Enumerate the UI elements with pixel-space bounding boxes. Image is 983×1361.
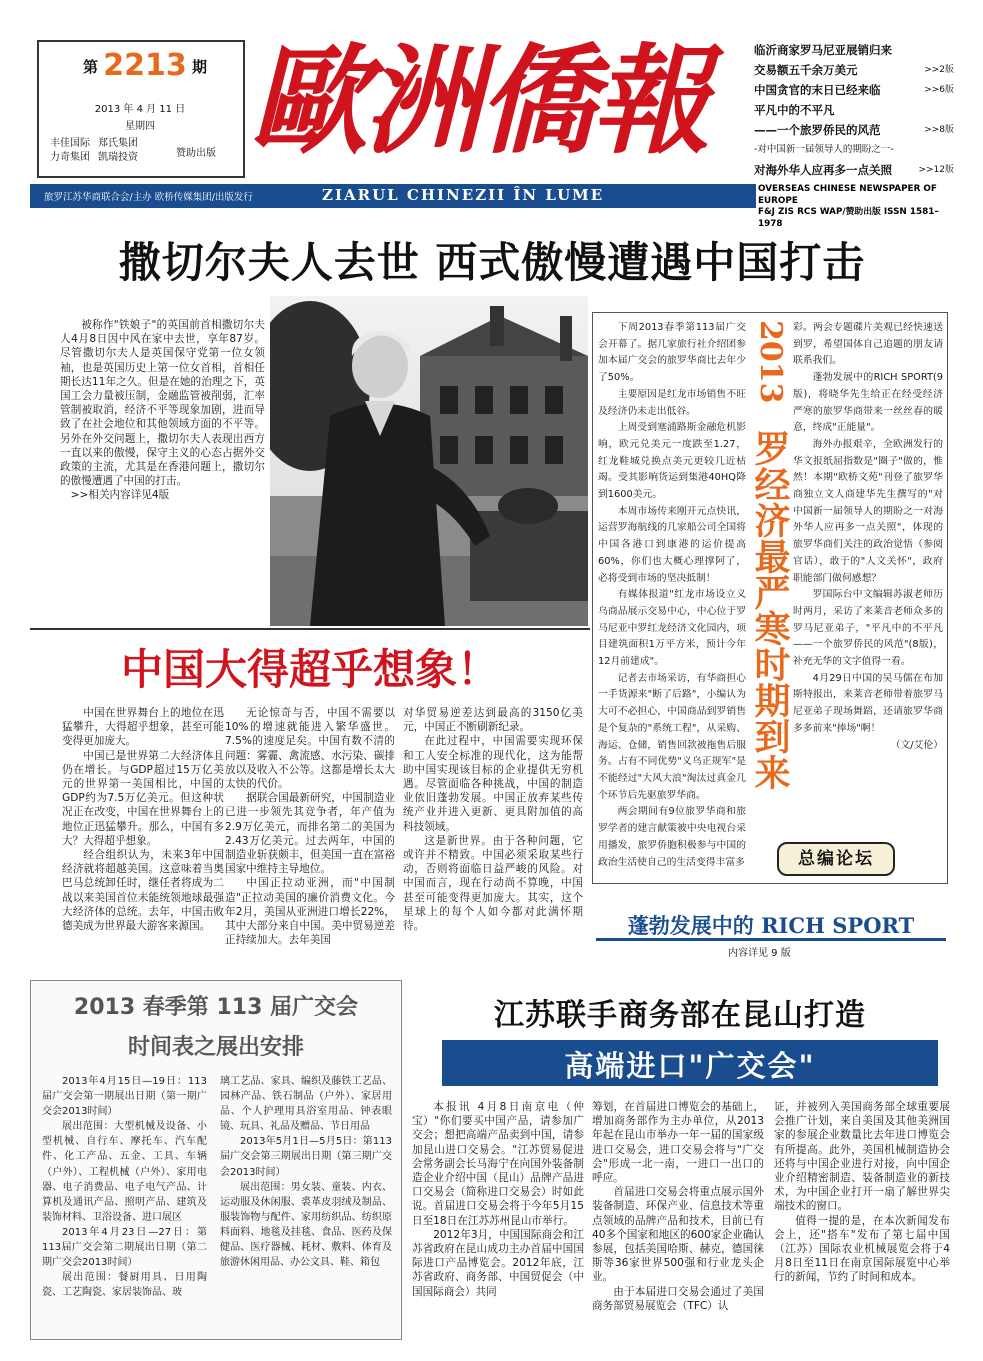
editorial-paragraph: 记者去市场采访，有华商担心一手货源来"断了后路"，小编认为大可不必担心，中国商品到罗销售是个复杂的"系统工程"，从采购、海运、仓储，销售回款被拖售后服务。占有不同优势"义乌正规军"是不能经过"大风大浪"淘汰过真金几个环节后先驱旅罗华商。 <box>598 672 746 801</box>
jiangsu-article-col <box>412 1100 584 1299</box>
sponsor-name: 力奇集团 <box>50 152 90 163</box>
article-paragraph: 中国在世界舞台上的地位在迅猛攀升，大得超乎想象，甚至可能变得更加庞大。 <box>62 707 224 748</box>
canton-fair-title[interactable]: 2013 春季第 113 届广交会 <box>73 995 359 1020</box>
canton-fair-subtitle[interactable]: 时间表之展出安排 <box>127 1035 304 1060</box>
teaser-text: 交易额五千余万美元 <box>754 63 858 77</box>
jiangsu-article-col <box>774 1100 950 1285</box>
china-article-col <box>225 706 395 947</box>
jiangsu-article-col <box>592 1100 764 1313</box>
thatcher-article <box>60 318 265 503</box>
editorial-col <box>598 320 746 871</box>
editorial-vertical-title <box>748 320 792 820</box>
vertical-title-text: 罗经济最严寒时期到来 <box>749 430 791 790</box>
issn-line: F&J ZIS RCS WAP/赞助出版 ISSN 1581–1978 <box>758 207 939 229</box>
article-paragraph: 中国正拉动亚洲，而"中国制造"正拉动美国的廉价消费文化。今年2月，美国从亚洲进口增长22%，其中大部分来自中国。美中贸易逆差正持续加大。去年美国 <box>225 877 395 947</box>
newspaper-logo <box>250 26 730 176</box>
editorial-paragraph: 本周市场传来刚开元点快讯，运营罗海航线的几家船公司全国将中国各港口到康港的运价提高60%，你们也大概心理撑阿了，必将受到市场的坚决抵制！ <box>598 505 746 584</box>
teaser-page: >>2版 <box>924 65 954 75</box>
article-paragraph: 中国已是世界第二大经济体且仍在增长。与GDP超过15万亿美元的世界第一美国相比，中国的GDP约为7.5万亿美元。但这种状况正在改变，中国在世界舞台上的地位正迅猛攀升。那么，中国有多大？大得超乎想象。 <box>62 749 224 847</box>
sponsor-name: 凯瑞投资 <box>98 152 138 163</box>
article-paragraph: 2012年3月，中国国际商会和江苏省政府在昆山成功主办首届中国国际进口产品博览会。2012年底，江苏省政府、商务部、中国贸促会（中国国际商会）共同 <box>412 1228 584 1298</box>
article-paragraph: 无论惊奇与否，中国不需要以10%的增速就能进入繁华盛世。7.5%的速度足矣。中国有数不清的问题：雾霾、禽流感、水污染、碳排放以及收入不公等。这都是增长太大太快的代价。 <box>225 707 395 791</box>
teaser-item[interactable] <box>754 160 954 180</box>
article-paragraph: 经合组织认为，未来3年中国经济就将超越美国。这意味着当奥巴马总统卸任时，继任者将成为二战以来美国首位未能统领地球最强大经济体的总统。去年，中国击败德美成为世界最大游客来源国。 <box>62 849 224 933</box>
sponsor-name: 郑氏集团 <box>98 138 138 149</box>
editorial-paragraph: 上周受到塞浦路斯金融危机影响，欧元兑美元一度跌至1.27，红龙鞋城兑换点美元更较几近枯竭。受其影响货运到集港40HQ降到1600美元。 <box>598 422 746 501</box>
english-title-line: OVERSEAS CHINESE NEWSPAPER OF EUROPE <box>758 184 937 206</box>
article-paragraph: 这是新世界。由于各种问题，它或许并不精致。中国必须采取某些行动，否则将面临日益严峻的风险。对中国而言，现在行动尚不算晚，中国甚至可能变得更加庞大。其实，这个星球上的每个人如今都对此满怀期待。 <box>403 834 583 933</box>
teaser-page: >>12版 <box>918 165 954 175</box>
schedule-paragraph: 璃工艺品、家具、编织及藤铁工艺品、园林产品、铁石制品（户外）、家居用品、个人护理用具浴室用品、钟表眼镜、玩具、礼品及赠品、节日用品 <box>220 1076 392 1133</box>
teaser-text: ——一个旅罗侨民的风范 <box>754 123 881 137</box>
article-paragraph: 证，并被列入美国商务部全球重要展会推广计划，来自美国及其他美洲国家的参展企业数量比去年进口博览会有所提高。此外，美国机械制造协会还将与中国企业进行对接，向中国企业介绍精密制造、装备制造业的新技术，为中国企业打开一扇了解世界尖端技术的窗口。 <box>774 1101 950 1213</box>
thatcher-photo <box>270 296 588 626</box>
teaser-text: 平凡中的不平凡 <box>754 103 835 117</box>
canton-fair-col <box>42 1074 207 1300</box>
teaser-text: 对海外华人应再多一点关照 <box>754 163 892 177</box>
issue-prefix: 第 <box>83 58 99 76</box>
editorial-paragraph: 两会期间有9位旅罗华商和旅罗学者的建言献策被中央电视台采用播发，旅罗侨胞积极参与中国的政治生活使自己的生活变得丰富多 <box>598 806 746 868</box>
schedule-paragraph: 2013年4月23日—27日：第113届广交会第二期展出日期（第二期广交会2013时间） <box>42 1226 207 1269</box>
editorial-signature: （文/艾伦） <box>890 739 943 751</box>
issue-date: 2013 年 4 月 11 日 <box>94 104 186 115</box>
schedule-paragraph: 展出范围：餐厨用具、日用陶瓷、工艺陶瓷、家居装饰品、玻 <box>42 1272 207 1299</box>
sponsor-note: 赞助出版 <box>176 148 216 159</box>
teaser-item[interactable] <box>754 60 954 80</box>
teaser-page: >>8版 <box>924 125 954 135</box>
teaser-item[interactable] <box>754 120 954 140</box>
china-headline[interactable]: 中国大得超乎想象！ <box>120 645 499 694</box>
teaser-item[interactable] <box>754 140 954 160</box>
canton-fair-col <box>220 1074 392 1270</box>
editorial-col <box>793 320 943 754</box>
article-paragraph: 对华贸易逆差达到最高的3150亿美元，中国正不断刷新纪录。 <box>403 707 583 734</box>
teaser-item[interactable] <box>754 100 954 120</box>
editorial-paragraph: 有媒体报道"红龙市场设立义乌商品展示交易中心，中心位于罗马尼亚中罗红龙经济文化园内，项目建筑面积1万平方米，预计今年12月前建成"。 <box>598 589 746 668</box>
editorial-paragraph: 彩。两会专题碟片美观已经快速送到罗，希望国体自己追题的朋友请联系我们。 <box>793 322 943 367</box>
teaser-text: 中国贪官的末日已经来临 <box>754 83 881 97</box>
article-paragraph: 被称作"铁娘子"的英国前首相撒切尔夫人4月8日因中风在家中去世，享年87岁。尽管撒切尔夫人是英国保守党第一位女领袖，也是英国历史上第一位女首相，首相任期长达11年之久。但是在她的治理之下，英国工会力量被压制，金融监管被削弱，汇率管制被取消，经济不平等现象加剧，进而导致了在社会地位和其他领域方面的不平等。另外在外交问题上，撒切尔夫人表现出西方一直以来的傲慢，保守主义的心态占据外交政策的主流，尤其是在香港问题上，撒切尔的傲慢遭遇了中国的打击。 <box>60 319 265 488</box>
editorial-paragraph: 4月29日中国的吴马儒在布加斯特报出，来莱音老师带着旅罗马尼亚弟子现场舞蹈，还请旅罗华商多多前来"捧场"啊！ <box>793 672 943 734</box>
teaser-item[interactable] <box>754 80 954 100</box>
china-article-col <box>62 706 224 933</box>
schedule-paragraph: 展出范围：大型机械及设备、小型机械、自行车、摩托车、汽车配件、化工产品、五金、工具、车辆（户外）、工程机械（户外）、家用电器、电子消费品、电子电气产品、计算机及通讯产品、照明产品、建筑及装饰材料、卫浴设备、进口展区 <box>42 1121 207 1223</box>
teaser-text: 临沂商家罗马尼亚展销归来 <box>754 43 892 57</box>
teaser-item[interactable] <box>754 40 954 60</box>
main-headline[interactable]: 撒切尔夫人去世 西式傲慢遭遇中国打击 <box>118 238 866 287</box>
article-paragraph: 首届进口交易会将重点展示国外装备制造、环保产业、信息技术等重点领域的品牌产品和技术，目前已有40多个国家和地区的600家企业确认参展，包括美国哈斯、赫克，德国徕斯等36家世界500强和行业龙头企业。 <box>592 1186 764 1284</box>
article-paragraph: 筹划，在首届进口博览会的基础上，增加商务部作为主办单位，从2013年起在昆山市举办一年一届的国家级进口交易会，进口交易会将与"广交会"形成一北一南，一进口一出口的呼应。 <box>592 1101 764 1185</box>
issue-weekday: 星期四 <box>125 121 155 132</box>
rich-sport-underline <box>596 938 946 941</box>
editorial-paragraph: 蓬勃发展中的RICH SPORT(9版)，将晓华先生给正在经受经济严寒的旅罗华商带来一丝丝春的暖意，终成"正能量"。 <box>793 372 943 434</box>
schedule-paragraph: 2013年5月1日—5月5日：第113届广交会第三期展出日期（第三期广交会2013时间） <box>220 1136 392 1178</box>
article-paragraph: 据联合国最新研究，中国制造业已进一步领先其竞争者，年产值为2.9万亿美元，而排名第二的美国为2.43万亿美元。过去两年，中国的制造业斩获颇丰，但美国一直在富裕国家中维持主导地位。 <box>225 792 395 876</box>
related-ref-link[interactable]: >>相关内容详见4版 <box>70 489 170 502</box>
rich-sport-headline[interactable]: 蓬勃发展中的 RICH SPORT <box>627 913 915 938</box>
jiangsu-headline[interactable]: 江苏联手商务部在昆山打造 <box>494 998 866 1033</box>
logo-text: 歐洲僑報 <box>250 31 707 170</box>
article-paragraph: 本报讯 4月8日南京电（仲宝）"你们要买中国产品，请参加广交会；想把高端产品卖到中国，请参加昆山进口交易会。"江苏贸易促进会常务副会长马海宁在向国外装备制造企业介绍中国（昆山）品牌产品进口交易会（简称进口交易会）时如此说。首届进口交易会将于今年5月15日至18日在江苏苏州昆山市举行。 <box>412 1101 584 1227</box>
issue-suffix: 期 <box>191 58 207 76</box>
english-title <box>756 184 956 230</box>
rich-sport-ref[interactable]: 内容详见 9 版 <box>728 948 791 959</box>
teaser-text: -对中国新一届领导人的期盼之一- <box>754 144 894 155</box>
vertical-year: 2013 <box>753 320 788 404</box>
jiangsu-subtitle[interactable]: 高端进口"广交会" <box>564 1049 816 1083</box>
schedule-paragraph: 展出范围：男女装、童装、内衣、运动服及休闲服、裘革皮羽绒及制品、服装饰物与配件、家用纺织品、纺织原料面料、地毯及挂毯、食品、医药及保健品、医疗器械、耗材、敷料、体育及旅游休闲用品、办公文具、鞋、箱包 <box>220 1181 392 1269</box>
china-article-col <box>403 706 583 933</box>
romanian-title: ZIARUL CHINEZII ÎN LUME <box>322 186 605 204</box>
section-divider <box>30 628 590 630</box>
editorial-paragraph: 罗国际台中文编辑苏淑老师历时两月，采访了来莱音老师众多的罗马尼亚弟子，"平凡中的不平凡——一个旅罗侨民的风范"(8版)，补充无华的文字值得一看。 <box>793 589 943 668</box>
photo-svg <box>270 296 588 626</box>
editorial-paragraph: 海外办报艰辛，全欧洲发行的华文报纸屈指数是"圈子"做的，惟然！本期"欧桥文苑"刊登了旅罗华商独立文人商建华先生撰写的"对中国新一届领导人的期盼之一对海外华人应再多一点关照"，体现的旅罗华商们关注的政治觉悟（参阅官话），敢于的"人文关怀"，政府职能部门做何感想？ <box>793 438 943 584</box>
teaser-page: >>6版 <box>924 85 954 95</box>
editorial-paragraph: 下周2013春季第113届广交会开幕了。据几家旅行社介绍团参加本届广交会的旅罗华商比去年少了50%。 <box>598 322 746 384</box>
teaser-list <box>754 40 954 180</box>
editorial-paragraph: 主要原因是红龙市场销售不旺及经济仍未走出低谷。 <box>598 388 746 417</box>
forum-badge[interactable]: 总编论坛 <box>777 842 895 876</box>
article-paragraph: 由于本届进口交易会通过了美国商务部贸易展览会（TFC）认 <box>592 1285 764 1312</box>
issue-number-line <box>60 48 230 83</box>
publisher-line: 旅罗江苏华商联合会/主办 欧桥传媒集团/出版发行 <box>44 192 253 203</box>
schedule-paragraph: 2013年4月15日—19日：113届广交会第一期展出日期（第一期广交会2013时间） <box>42 1076 207 1118</box>
article-paragraph: 值得一提的是，在本次新闻发布会上，还"搭车"发布了第七届中国（江苏）国际农业机械展览会将于4月8日至11日在南京国际展览中心举行的新闻，节约了时间和成本。 <box>774 1214 950 1284</box>
sponsor-name: 丰佳国际 <box>50 138 90 149</box>
article-paragraph: 在此过程中，中国需要实现环保和工人安全标准的现代化，这为能帮助中国实现该目标的企业提供无穷机遇。尽管面临各种挑战，中国的制造业依旧蓬勃发展。中国正放弃某些传统产业并进入更新、更具附加值的高科技领域。 <box>403 735 583 833</box>
issue-number: 2213 <box>103 48 187 83</box>
